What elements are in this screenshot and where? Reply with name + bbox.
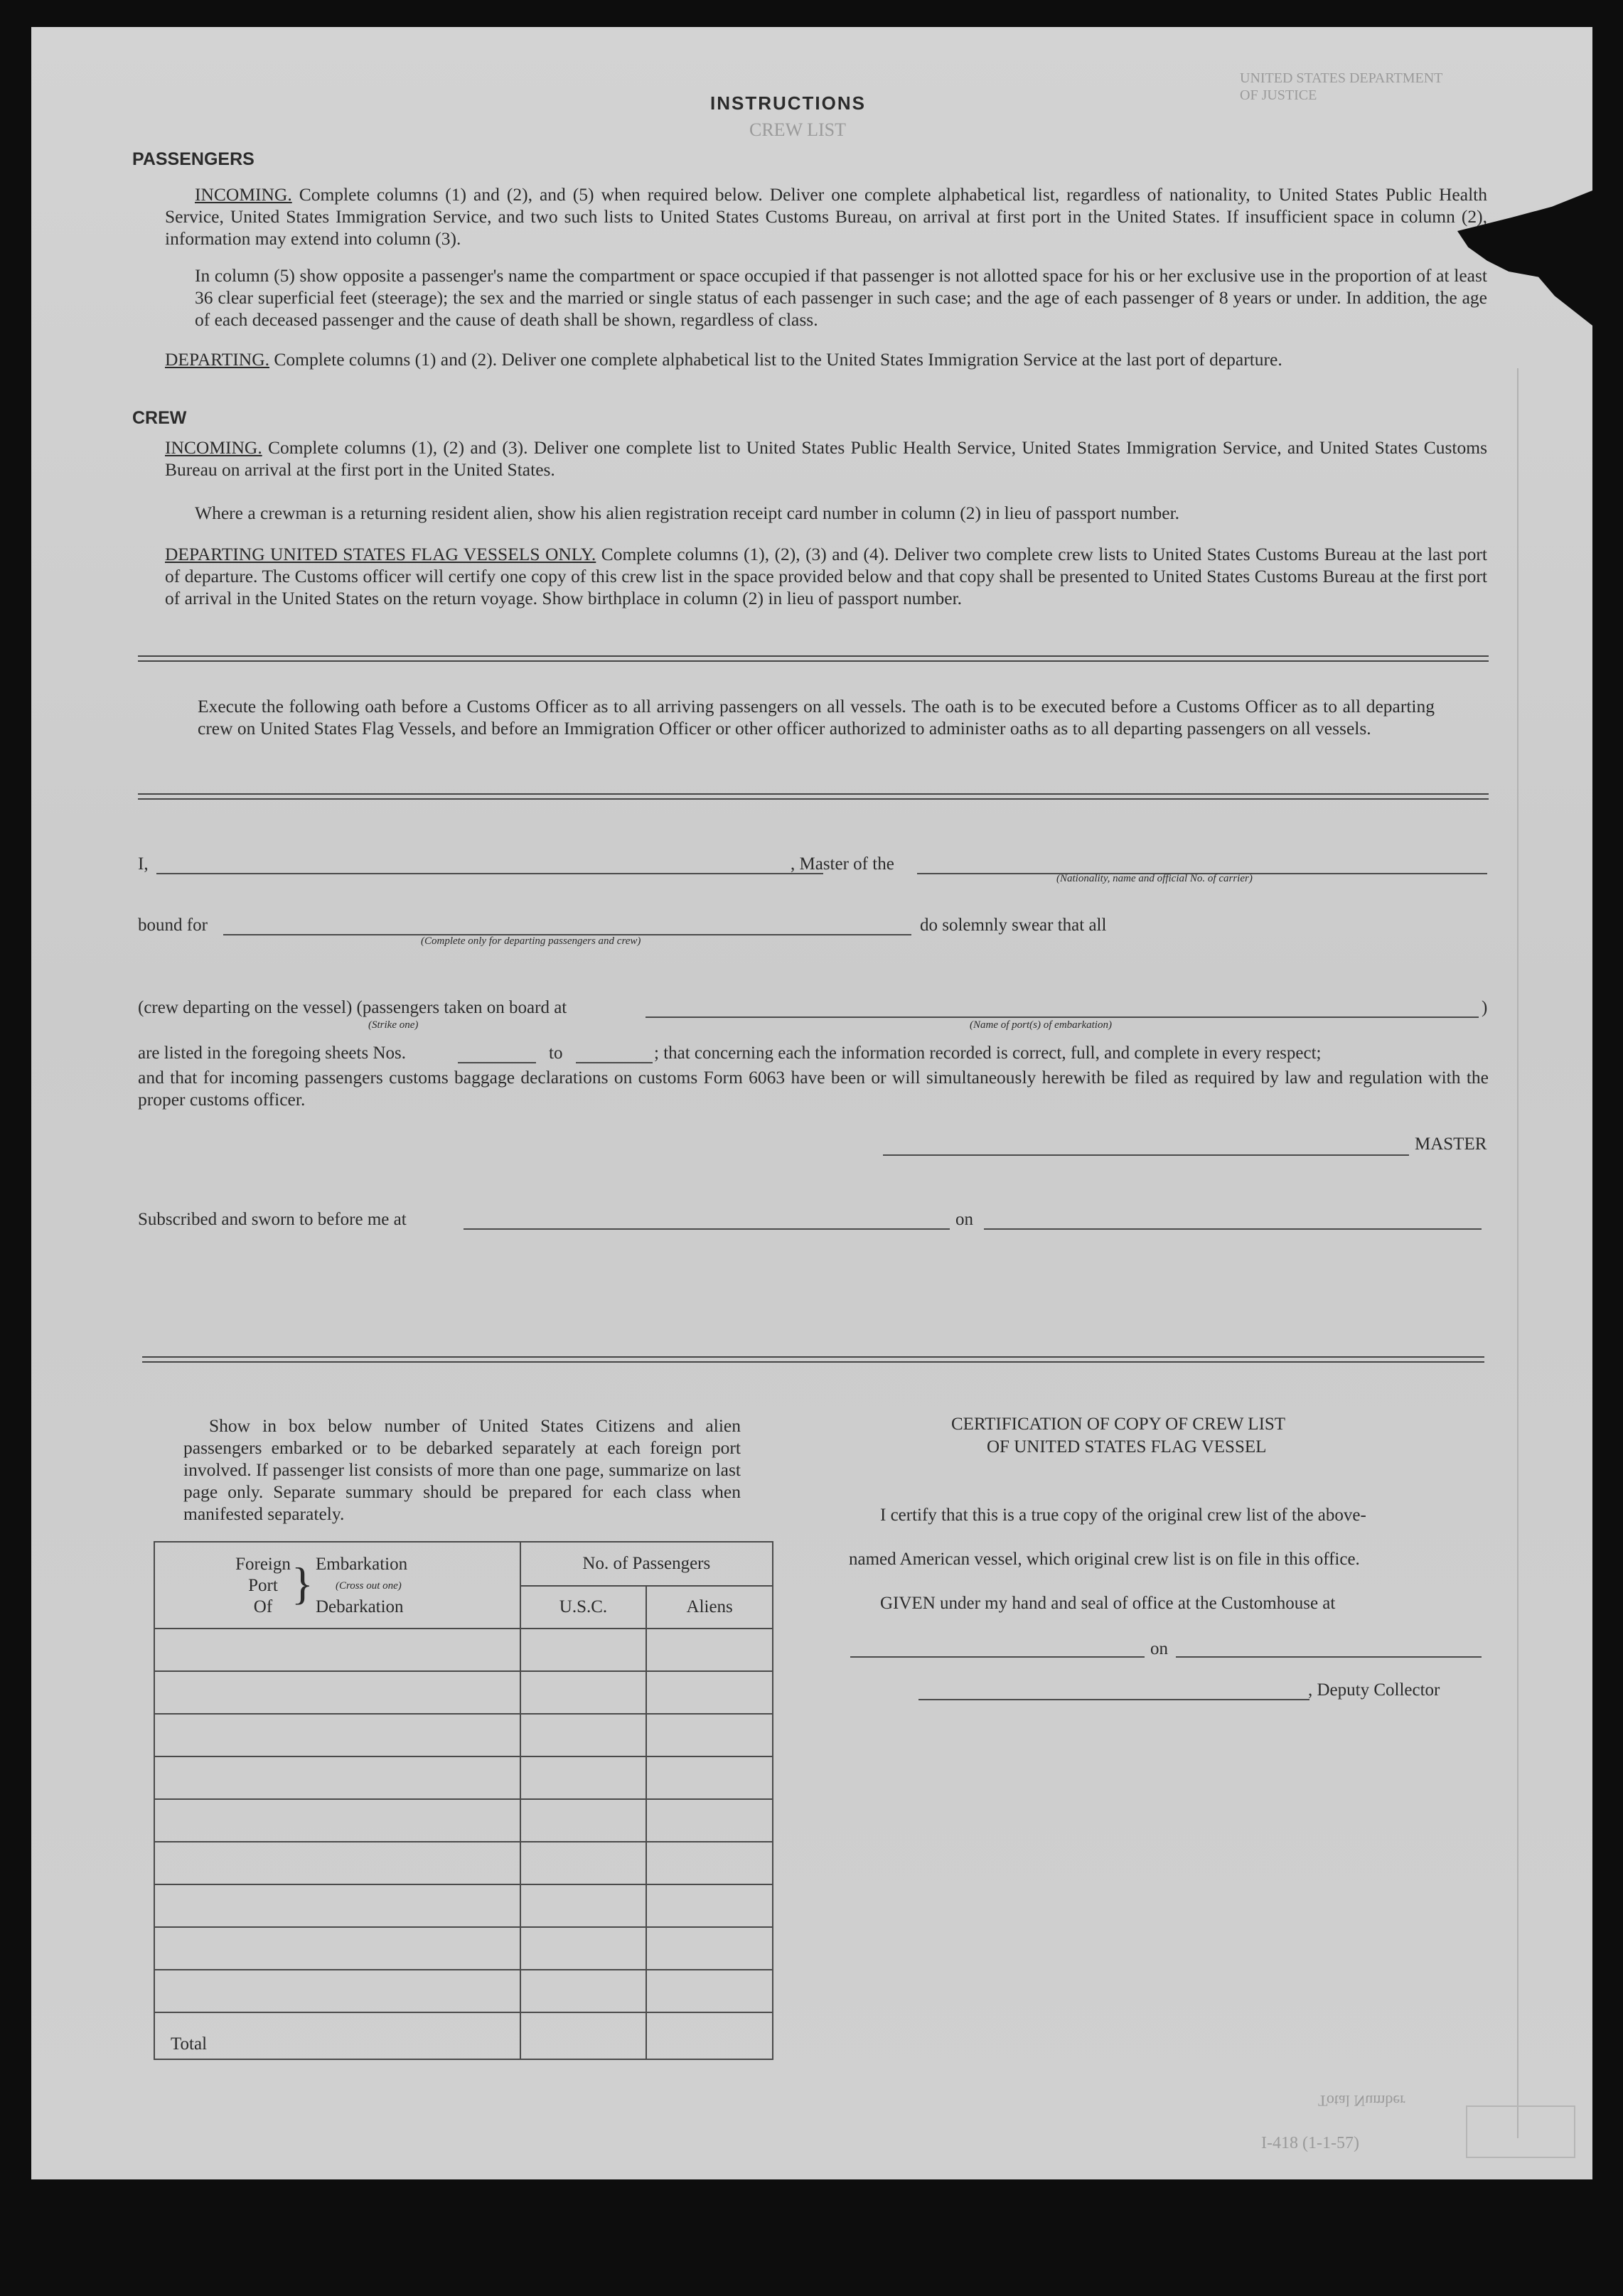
crew-incoming-lead: INCOMING.	[165, 437, 262, 458]
table-row	[154, 1714, 773, 1756]
port-cell[interactable]	[154, 1714, 520, 1756]
sheet-from-line	[458, 1062, 536, 1063]
passengers-departing-paragraph	[165, 348, 1487, 370]
oath-i-label: I,	[138, 854, 149, 874]
sheet-to-line	[576, 1062, 653, 1063]
col-of: Of	[253, 1597, 273, 1616]
usc-cell[interactable]	[520, 1671, 647, 1714]
ghost-text: UNITED STATES DEPARTMENT OF JUSTICE	[1240, 70, 1443, 103]
certification-title-1: CERTIFICATION OF COPY OF CREW LIST	[951, 1415, 1286, 1434]
crew-departing-lead: DEPARTING UNITED STATES FLAG VESSELS ONLY.	[165, 544, 596, 564]
certification-title-2: OF UNITED STATES FLAG VESSEL	[987, 1437, 1267, 1457]
total-usc-cell[interactable]	[520, 2012, 647, 2059]
aliens-cell[interactable]	[646, 1671, 773, 1714]
baggage-paragraph: and that for incoming passengers customs baggage declarations on customs Form 6063 have been or will simultaneously herewith be filed as required by law and regulation with the proper customs officer.	[138, 1067, 1489, 1110]
ghost-margin-line	[1517, 368, 1518, 2138]
usc-cell[interactable]	[520, 1756, 647, 1799]
separator-double-line	[138, 655, 1489, 662]
col-embarkation: Embarkation	[316, 1555, 408, 1574]
strike-one-caption: (Strike one)	[368, 1019, 419, 1031]
embarkation-label	[316, 1554, 407, 1618]
crew-departing-text: Complete columns (1), (2), (3) and (4). Deliver two complete crew lists to United States Customs Bureau at the last port of departure. The Customs officer will certify one copy of this crew list in the space provided below and that copy shall be presented to United States Customs Bureau at the first port of arrival in the United States on the return voyage. Show birthplace in column (2) in lieu of passport number.	[165, 544, 1487, 608]
crew-departing-paragraph	[165, 543, 1487, 609]
crew-incoming-paragraph	[165, 436, 1487, 481]
ghost-text: CREW LIST	[749, 119, 847, 140]
listed-prefix: are listed in the foregoing sheets Nos.	[138, 1044, 406, 1063]
oath-intro-paragraph: Execute the following oath before a Customs Officer as to all arriving passengers on all vessels. The oath is to be executed before a Customs Officer as to all departing crew on United States Flag Vessels, and before an Immigration Officer or other officer authorized to administer oaths as to all departing passengers on all vessels.	[198, 696, 1435, 739]
passengers-departing-text: Complete columns (1) and (2). Deliver one complete alphabetical list to the United States Immigration Service at the last port of departure.	[269, 349, 1282, 370]
aliens-cell[interactable]	[646, 1842, 773, 1884]
port-cell[interactable]	[154, 1884, 520, 1927]
table-row	[154, 1671, 773, 1714]
page-title: INSTRUCTIONS	[710, 92, 866, 114]
col-debarkation: Debarkation	[316, 1597, 404, 1616]
ports-line	[646, 1016, 1479, 1018]
header-usc: U.S.C.	[520, 1586, 647, 1629]
aliens-cell[interactable]	[646, 1970, 773, 2012]
certification-date-line	[1176, 1656, 1482, 1658]
document-page	[31, 27, 1592, 2179]
swear-text: do solemnly swear that all	[920, 916, 1107, 935]
total-row	[154, 2012, 773, 2059]
aliens-cell[interactable]	[646, 1884, 773, 1927]
separator-double-line	[138, 793, 1489, 800]
col-cross-out: (Cross out one)	[336, 1580, 402, 1592]
port-cell[interactable]	[154, 1629, 520, 1671]
usc-cell[interactable]	[520, 1842, 647, 1884]
column5-paragraph: In column (5) show opposite a passenger's name the compartment or space occupied if that passenger is not allotted space for his or her exclusive use in the proportion of at least 36 clear superficial feet (steerage); the sex and the married or single status of each passenger in such case; and the age of each passenger of 8 years or under. In addition, the age of each deceased passenger and the cause of death shall be shown, regardless of class.	[195, 265, 1487, 330]
aliens-cell[interactable]	[646, 1756, 773, 1799]
brace-icon: }	[291, 1558, 314, 1609]
deputy-signature-line	[918, 1699, 1309, 1700]
crew-heading: CREW	[132, 408, 187, 428]
passengers-incoming-text: Complete columns (1) and (2), and (5) when required below. Deliver one complete alphabetical list, regardless of nationality, to United States Public Health Service, United States Immigration Service, and two such lists to United States Customs Bureau, on arrival at first port in the United States. If insufficient space in column (2), information may extend into column (3).	[165, 184, 1487, 249]
foreign-port-of-label	[235, 1554, 291, 1618]
header-no-passengers: No. of Passengers	[520, 1542, 773, 1586]
oath-name-line	[156, 873, 823, 874]
header-port-cell	[154, 1542, 520, 1629]
passengers-departing-lead: DEPARTING.	[165, 349, 269, 370]
table-row	[154, 1799, 773, 1842]
separator-double-line	[142, 1356, 1484, 1363]
col-foreign: Foreign	[235, 1555, 291, 1574]
certification-text-2: named American vessel, which original crew list is on file in this office.	[849, 1550, 1360, 1569]
usc-cell[interactable]	[520, 1884, 647, 1927]
usc-cell[interactable]	[520, 1629, 647, 1671]
port-cell[interactable]	[154, 1927, 520, 1970]
close-paren: )	[1482, 998, 1488, 1017]
aliens-cell[interactable]	[646, 1714, 773, 1756]
port-cell[interactable]	[154, 1842, 520, 1884]
listed-to: to	[549, 1044, 563, 1063]
certification-text-1: I certify that this is a true copy of the original crew list of the above-	[880, 1506, 1366, 1525]
header-aliens: Aliens	[646, 1586, 773, 1629]
crew-departing-text: (crew departing on the vessel) (passengers taken on board at	[138, 998, 567, 1017]
customhouse-line	[850, 1656, 1145, 1658]
port-cell[interactable]	[154, 1756, 520, 1799]
crew-incoming-text: Complete columns (1), (2) and (3). Deliver one complete list to United States Public Health Service, United States Immigration Service, and United States Customs Bureau on arrival at the first port in the United States.	[165, 437, 1487, 480]
total-aliens-cell[interactable]	[646, 2012, 773, 2059]
carrier-caption: (Nationality, name and official No. of carrier)	[1056, 873, 1253, 884]
subscribed-date-line	[984, 1228, 1482, 1230]
table-row	[154, 1629, 773, 1671]
ghost-total-box	[1466, 2105, 1575, 2158]
subscribed-on: on	[955, 1210, 973, 1229]
passenger-summary-table	[154, 1541, 773, 2060]
usc-cell[interactable]	[520, 1927, 647, 1970]
table-row	[154, 1927, 773, 1970]
master-signature-line	[883, 1154, 1409, 1156]
subscribed-place-line	[464, 1228, 950, 1230]
subscribed-label: Subscribed and sworn to before me at	[138, 1210, 407, 1229]
listed-rest: ; that concerning each the information recorded is correct, full, and complete in every respect;	[654, 1044, 1322, 1063]
total-label: Total	[154, 2012, 520, 2059]
oath-master-of: , Master of the	[791, 854, 894, 874]
deputy-collector-label: , Deputy Collector	[1308, 1680, 1440, 1700]
form-number: I-418 (1-1-57)	[1261, 2134, 1359, 2152]
port-cell[interactable]	[154, 1799, 520, 1842]
port-cell[interactable]	[154, 1970, 520, 2012]
port-cell[interactable]	[154, 1671, 520, 1714]
crew-alien-paragraph: Where a crewman is a returning resident alien, show his alien registration receipt card number in column (2) in lieu of passport number.	[195, 503, 1180, 523]
summary-instructions: Show in box below number of United States Citizens and alien passengers embarked or to be debarked separately at each foreign port involved. If passenger list consists of more than one page, summarize on last page only. Separate summary should be prepared for each class when manifested separately.	[183, 1415, 741, 1524]
aliens-cell[interactable]	[646, 1629, 773, 1671]
passengers-heading: PASSENGERS	[132, 149, 255, 169]
usc-cell[interactable]	[520, 1799, 647, 1842]
aliens-cell[interactable]	[646, 1799, 773, 1842]
bound-for-caption: (Complete only for departing passengers and crew)	[421, 935, 641, 947]
passengers-incoming-lead: INCOMING.	[195, 184, 292, 205]
table-row	[154, 1842, 773, 1884]
table-row	[154, 1756, 773, 1799]
given-text: GIVEN under my hand and seal of office at the Customhouse at	[880, 1594, 1336, 1613]
usc-cell[interactable]	[520, 1714, 647, 1756]
ghost-total-number: Total Number	[1318, 2092, 1405, 2110]
passengers-incoming-paragraph	[165, 183, 1487, 250]
usc-cell[interactable]	[520, 1970, 647, 2012]
ports-caption: (Name of port(s) of embarkation)	[970, 1019, 1112, 1031]
table-row	[154, 1884, 773, 1927]
table-row	[154, 1970, 773, 2012]
bound-for-label: bound for	[138, 916, 208, 935]
certification-on: on	[1150, 1639, 1168, 1658]
aliens-cell[interactable]	[646, 1927, 773, 1970]
col-port: Port	[248, 1576, 278, 1595]
master-label: MASTER	[1415, 1134, 1487, 1154]
